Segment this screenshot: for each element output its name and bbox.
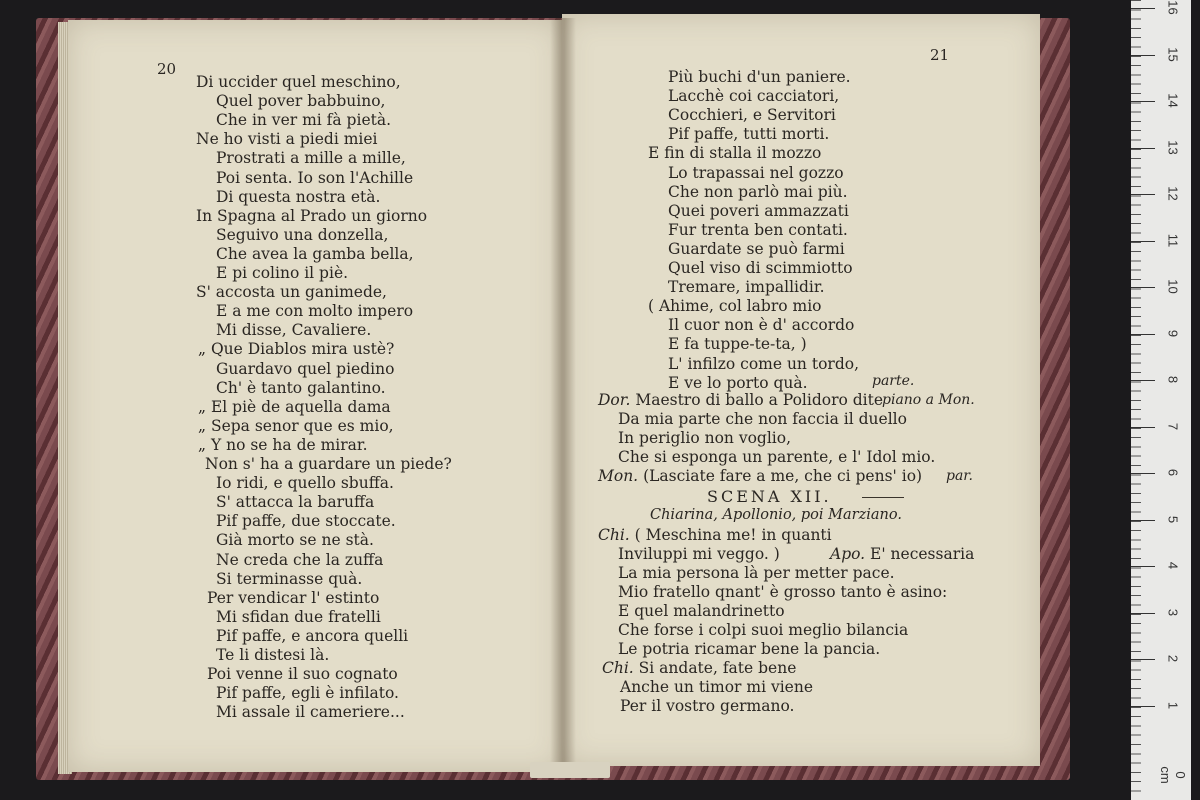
left-line-15: „ Que Diablos mira ustè? xyxy=(198,340,395,359)
ruler-major-tick xyxy=(1131,380,1155,381)
scene-cast: Chiarina, Apollonio, poi Marziano. xyxy=(650,507,902,523)
left-line-23: S' attacca la baruffa xyxy=(216,493,375,512)
left-line-26: Ne creda che la zuffa xyxy=(216,550,384,569)
speech-apo xyxy=(830,545,974,564)
ruler-major-tick xyxy=(1131,55,1155,56)
dor-line-1: Maestro di ballo a Polidoro dite xyxy=(635,391,884,409)
scene-heading: SCENA XII. xyxy=(707,487,832,506)
left-page-number: 20 xyxy=(157,60,177,78)
left-line-6: Poi senta. Io son l'Achille xyxy=(216,168,414,187)
left-line-31: Te li distesi là. xyxy=(216,646,330,664)
speaker-dor: Dor. xyxy=(598,391,631,409)
ruler-major-tick xyxy=(1131,473,1155,474)
ruler-mark-label: 14 xyxy=(1165,93,1181,108)
ruler-major-tick xyxy=(1131,520,1155,521)
left-line-27: Si terminasse quà. xyxy=(216,569,363,588)
left-line-24: Pif paffe, due stoccate. xyxy=(216,512,396,531)
left-line-32: Poi venne il suo cognato xyxy=(207,665,398,684)
right-line-1: Più buchi d'un paniere. xyxy=(668,68,851,86)
left-line-7: Di questa nostra età. xyxy=(216,187,381,206)
speech-chi-2 xyxy=(602,659,796,678)
right-line-5: E fin di stalla il mozzo xyxy=(648,144,822,163)
speaker-apo: Apo. xyxy=(830,545,866,563)
apo-line-1: La mia persona là per metter pace. xyxy=(618,564,895,582)
left-line-14: Mi disse, Cavaliere. xyxy=(216,321,372,340)
chi2-line-1: Si andate, fate bene xyxy=(638,659,797,677)
right-line-2: Lacchè coi cacciatori, xyxy=(668,87,840,106)
heading-rule xyxy=(862,497,904,498)
left-line-13: E a me con molto impero xyxy=(216,302,414,321)
ruler-mark-label: 7 xyxy=(1165,422,1181,430)
mon-direction: par. xyxy=(946,468,973,484)
left-line-21: Non s' ha a guardare un piede? xyxy=(205,455,452,473)
apo-line-4: Che forse i colpi suoi meglio bilancia xyxy=(618,621,909,639)
left-line-25: Già morto se ne stà. xyxy=(216,531,374,550)
right-line-3: Cocchieri, e Servitori xyxy=(668,106,836,125)
ruler-mark-label: 2 xyxy=(1165,654,1181,663)
ruler-mark-label: 6 xyxy=(1165,468,1181,477)
ruler-mark-label: 5 xyxy=(1165,515,1181,523)
speech-mon xyxy=(598,467,922,486)
ruler-mark-label: 15 xyxy=(1165,46,1181,62)
dor-line-2: In periglio non voglio, xyxy=(618,429,791,447)
exit-direction: parte. xyxy=(872,373,915,389)
right-line-12: Tremare, impallidir. xyxy=(668,278,825,297)
spine-binding xyxy=(530,762,610,778)
ruler-major-tick xyxy=(1131,427,1155,428)
left-line-20: „ Y no se ha de mirar. xyxy=(198,435,368,454)
ruler-mark-label: 11 xyxy=(1165,233,1181,247)
ruler-major-tick xyxy=(1131,101,1155,102)
apo-line-1: E' necessaria xyxy=(870,545,975,563)
left-line-18: „ El piè de aquella dama xyxy=(198,397,391,416)
left-line-17: Ch' è tanto galantino. xyxy=(216,378,386,397)
mon-line: (Lasciate fare a me, che ci pens' io) xyxy=(643,467,923,485)
ruler-mark-label: 3 xyxy=(1165,608,1181,616)
left-line-11: E pi colino il piè. xyxy=(216,264,349,282)
ruler-mark-label: 1 xyxy=(1165,701,1181,709)
left-line-19: „ Sepa senor que es mio, xyxy=(198,416,394,435)
apo-line-5: Le potria ricamar bene la pancia. xyxy=(618,640,881,658)
right-line-13: ( Ahime, col labro mio xyxy=(648,297,822,316)
chi-line-1: ( Meschina me! in quanti xyxy=(634,526,832,544)
left-line-1: Di uccider quel meschino, xyxy=(196,73,401,91)
chi-line-2: Inviluppi mi veggo. ) xyxy=(618,545,780,563)
ruler-major-tick xyxy=(1131,706,1155,707)
speech-dor xyxy=(598,391,883,410)
right-line-4: Pif paffe, tutti morti. xyxy=(668,125,830,144)
left-line-29: Mi sfidan due fratelli xyxy=(216,607,381,626)
ruler-major-tick xyxy=(1131,659,1155,660)
speaker-chi-2: Chi. xyxy=(602,659,634,677)
speaker-mon: Mon. xyxy=(598,467,639,485)
right-line-8: Quei poveri ammazzati xyxy=(668,201,849,220)
measurement-ruler xyxy=(1131,0,1191,800)
left-line-4: Ne ho visti a piedi miei xyxy=(196,130,378,149)
ruler-major-tick xyxy=(1131,613,1155,614)
ruler-major-tick xyxy=(1131,566,1155,567)
right-line-11: Quel viso di scimmiotto xyxy=(668,259,853,277)
left-line-22: Io ridi, e quello sbuffa. xyxy=(216,474,394,493)
left-line-5: Prostrati a mille a mille, xyxy=(216,149,406,168)
dor-line-1: Da mia parte che non faccia il duello xyxy=(618,410,907,428)
right-line-14: Il cuor non è d' accordo xyxy=(668,316,855,335)
right-line-17: E ve lo porto quà. xyxy=(668,373,808,392)
left-line-16: Guardavo quel piedino xyxy=(216,359,395,378)
ruler-mark-label: 4 xyxy=(1165,561,1181,570)
left-line-34: Mi assale il cameriere... xyxy=(216,703,405,722)
ruler-unit-label: 0 cm xyxy=(1158,766,1188,784)
ruler-major-tick xyxy=(1131,334,1155,335)
ruler-major-tick xyxy=(1131,287,1155,288)
ruler-major-tick xyxy=(1131,8,1155,9)
left-line-9: Seguivo una donzella, xyxy=(216,225,389,244)
right-page-number: 21 xyxy=(930,46,950,64)
apo-line-2: Mio fratello qnant' è grosso tanto è asino: xyxy=(618,583,948,601)
ruler-mark-label: 10 xyxy=(1165,279,1181,294)
left-line-10: Che avea la gamba bella, xyxy=(216,244,414,263)
chi2-line-1: Anche un timor mi viene xyxy=(620,678,814,696)
right-line-7: Che non parlò mai più. xyxy=(668,182,848,201)
ruler-major-tick xyxy=(1131,194,1155,195)
right-line-10: Guardate se può farmi xyxy=(668,239,845,258)
ruler-mark-label: 16 xyxy=(1165,0,1181,15)
right-line-9: Fur trenta ben contati. xyxy=(668,220,848,239)
ruler-mark-label: 9 xyxy=(1165,329,1181,337)
left-line-8: In Spagna al Prado un giorno xyxy=(196,206,428,225)
speaker-chi: Chi. xyxy=(598,526,630,544)
speech-chi xyxy=(598,526,832,545)
apo-line-3: E quel malandrinetto xyxy=(618,602,785,620)
chi2-line-2: Per il vostro germano. xyxy=(620,697,795,715)
dor-direction: piano a Mon. xyxy=(882,392,975,408)
ruler-mark-label: 12 xyxy=(1165,186,1181,201)
left-line-12: S' accosta un ganimede, xyxy=(196,283,387,302)
book-gutter xyxy=(550,18,576,774)
right-line-15: E fa tuppe-te-ta, ) xyxy=(668,335,807,354)
right-line-16: L' infilzo come un tordo, xyxy=(668,354,859,373)
left-line-3: Che in ver mi fà pietà. xyxy=(216,111,392,130)
left-line-33: Pif paffe, egli è infilato. xyxy=(216,684,399,703)
ruler-mark-label: 13 xyxy=(1165,139,1181,155)
dor-line-3: Che si esponga un parente, e l' Idol mio. xyxy=(618,448,936,466)
left-line-30: Pif paffe, e ancora quelli xyxy=(216,626,409,645)
left-line-28: Per vendicar l' estinto xyxy=(207,588,380,607)
left-line-2: Quel pover babbuino, xyxy=(216,92,386,111)
ruler-major-tick xyxy=(1131,241,1155,242)
ruler-mark-label: 8 xyxy=(1165,375,1181,384)
ruler-major-tick xyxy=(1131,148,1155,149)
right-line-6: Lo trapassai nel gozzo xyxy=(668,163,844,182)
